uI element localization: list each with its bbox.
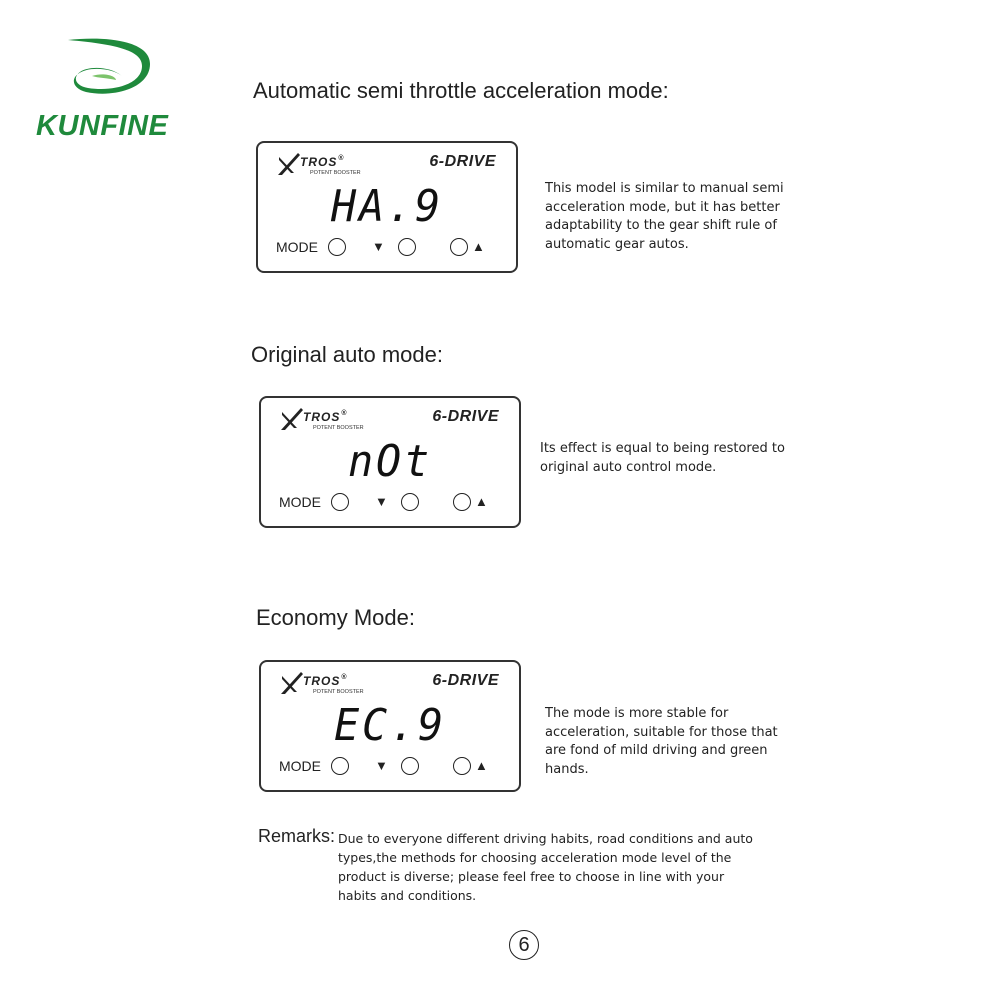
description-line: automatic gear autos. xyxy=(545,236,689,252)
page-number: 6 xyxy=(509,930,539,960)
section-description xyxy=(545,180,784,254)
remarks-text xyxy=(338,829,778,905)
section-heading: Economy Mode: xyxy=(256,605,415,630)
mode-button[interactable] xyxy=(331,493,349,511)
section-heading: Original auto mode: xyxy=(251,342,443,367)
control-row xyxy=(276,237,501,259)
up-button[interactable] xyxy=(453,757,471,775)
description-line: original auto control mode. xyxy=(540,459,717,475)
description-line: This model is similar to manual semi xyxy=(545,181,784,196)
brand-subtitle: POTENT BOOSTER xyxy=(313,689,364,695)
model-name: 6-DRIVE xyxy=(432,672,499,689)
description-line: The mode is more stable for xyxy=(545,706,729,721)
lcd-display: EC.9 xyxy=(333,700,447,751)
description-line: hands. xyxy=(545,761,589,777)
kunfine-logo xyxy=(36,36,186,141)
tros-brand xyxy=(279,406,379,436)
lcd-display: HA.9 xyxy=(330,181,444,232)
registered-mark: ® xyxy=(341,674,348,681)
remarks-line: Due to everyone different driving habits, road conditions and auto xyxy=(338,831,753,846)
remarks-line: product is diverse; please feel free to choose in line with your xyxy=(338,869,725,884)
up-button[interactable] xyxy=(450,238,468,256)
control-row xyxy=(279,756,504,778)
model-name: 6-DRIVE xyxy=(432,408,499,425)
remarks-label: Remarks: xyxy=(258,826,336,846)
section-description xyxy=(540,440,785,477)
section-description xyxy=(545,705,778,779)
description-line: adaptability to the gear shift rule of xyxy=(545,218,777,233)
brand-subtitle: POTENT BOOSTER xyxy=(313,425,364,431)
tros-x-icon xyxy=(279,406,305,432)
brand-name: TROS xyxy=(303,410,341,424)
registered-mark: ® xyxy=(338,155,345,162)
tros-brand xyxy=(276,151,376,181)
up-arrow-icon: ▲ xyxy=(475,758,488,773)
description-line: are fond of mild driving and green xyxy=(545,743,768,758)
down-button[interactable] xyxy=(398,238,416,256)
tros-brand xyxy=(279,670,379,700)
mode-label: MODE xyxy=(276,239,318,255)
control-row xyxy=(279,492,504,514)
tros-x-icon xyxy=(279,670,305,696)
down-arrow-icon: ▼ xyxy=(372,239,385,254)
remarks-line: types,the methods for choosing acceleration mode level of the xyxy=(338,850,732,865)
description-line: acceleration, suitable for those that xyxy=(545,724,778,740)
mode-button[interactable] xyxy=(331,757,349,775)
kunfine-logo-text: KUNFINE xyxy=(36,110,169,142)
down-arrow-icon: ▼ xyxy=(375,758,388,773)
lcd-display: nOt xyxy=(347,436,433,487)
down-button[interactable] xyxy=(401,493,419,511)
up-button[interactable] xyxy=(453,493,471,511)
registered-mark: ® xyxy=(341,410,348,417)
up-arrow-icon: ▲ xyxy=(475,494,488,509)
kunfine-swirl-icon xyxy=(64,36,156,102)
brand-name: TROS xyxy=(303,674,341,688)
description-line: acceleration mode, but it has better xyxy=(545,199,780,215)
mode-button[interactable] xyxy=(328,238,346,256)
mode-label: MODE xyxy=(279,494,321,510)
model-name: 6-DRIVE xyxy=(429,153,496,170)
controller-device xyxy=(259,396,521,528)
description-line: Its effect is equal to being restored to xyxy=(540,441,785,456)
brand-name: TROS xyxy=(300,155,338,169)
down-arrow-icon: ▼ xyxy=(375,494,388,509)
mode-label: MODE xyxy=(279,758,321,774)
tros-x-icon xyxy=(276,151,302,177)
controller-device xyxy=(259,660,521,792)
brand-subtitle: POTENT BOOSTER xyxy=(310,170,361,176)
up-arrow-icon: ▲ xyxy=(472,239,485,254)
controller-device xyxy=(256,141,518,273)
remarks-line: habits and conditions. xyxy=(338,888,477,903)
section-heading: Automatic semi throttle acceleration mode: xyxy=(253,78,669,103)
down-button[interactable] xyxy=(401,757,419,775)
